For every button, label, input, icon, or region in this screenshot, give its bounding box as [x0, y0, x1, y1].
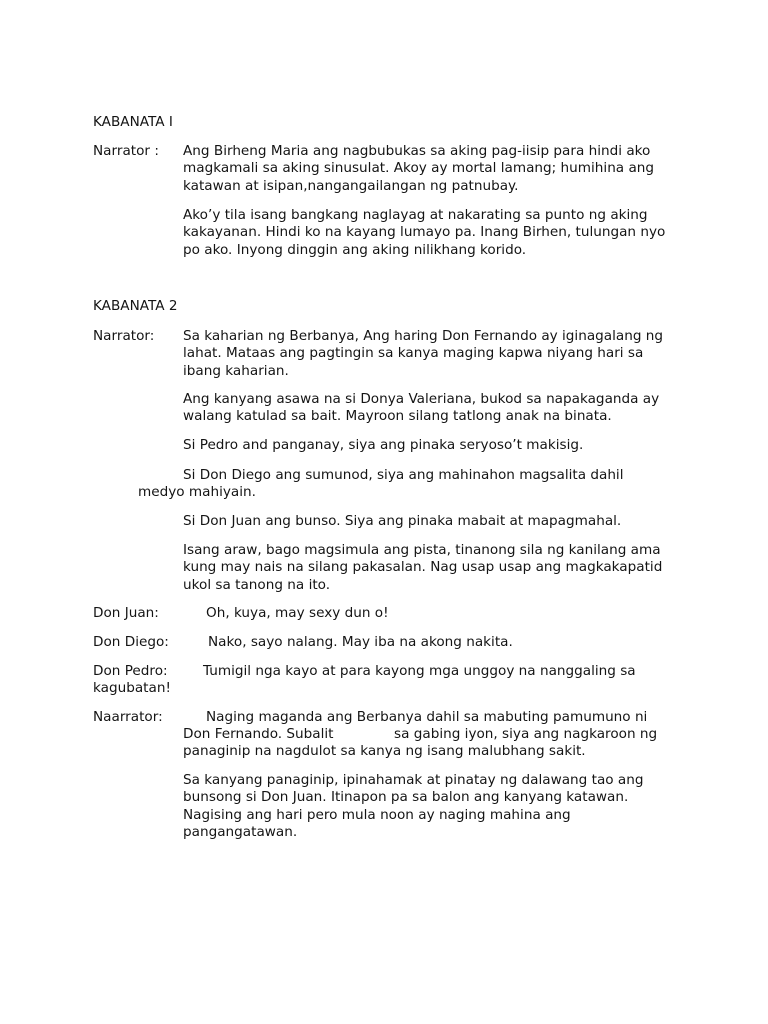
chapter-2-paragraph-4-line-2: medyo mahiyain.	[138, 484, 256, 500]
text-line: Nagising ang hari pero mula noon ay naging mahina ang	[183, 806, 571, 823]
chapter-1-heading: KABANATA I	[93, 114, 173, 130]
chapter-2-paragraph-6	[183, 542, 683, 594]
chapter-1-paragraph-1	[183, 143, 683, 195]
text-line: Sa kanyang panaginip, ipinahamak at pinatay ng dalawang tao ang	[183, 772, 644, 788]
chapter-2-paragraph-3: Si Pedro and panganay, siya ang pinaka seryoso’t makisig.	[183, 437, 584, 453]
text-line: katawan at isipan,nangangailangan ng patnubay.	[183, 177, 519, 194]
chapter-2-paragraph-1	[183, 328, 683, 380]
text-line: po ako. Inyong dinggin ang aking nilikhang korido.	[183, 241, 527, 258]
narrator-label: Narrator:	[93, 328, 155, 344]
text-line: Ako’y tila isang bangkang naglayag at nakarating sa punto ng aking	[183, 207, 648, 223]
don-juan-line: Oh, kuya, may sexy dun o!	[206, 605, 389, 621]
don-pedro-label: Don Pedro:	[93, 663, 168, 679]
don-pedro-line-2: kagubatan!	[93, 680, 171, 696]
don-diego-label: Don Diego:	[93, 634, 169, 650]
text-line: kung may nais na silang pakasalan. Nag usap usap ang magkakapatid	[183, 559, 663, 576]
text-line: Ang Birheng Maria ang nagbubukas sa aking pag-iisip para hindi ako	[183, 143, 651, 159]
text-line: magkamali sa aking sinusulat. Akoy ay mortal lamang; humihina ang	[183, 160, 655, 177]
naarrator-line-3: panaginip na nagdulot sa kanya ng isang malubhang sakit.	[183, 743, 586, 759]
text-line: lahat. Mataas ang pagtingin sa kanya maging kapwa niyang hari sa	[183, 345, 644, 362]
text-line: ukol sa tanong na ito.	[183, 576, 331, 593]
don-juan-label: Don Juan:	[93, 605, 159, 621]
text-line: kakayanan. Hindi ko na kayang lumayo pa. Inang Birhen, tulungan nyo	[183, 224, 666, 241]
chapter-2-heading: KABANATA 2	[93, 298, 178, 314]
naarrator-line-2a: Don Fernando. Subalit	[183, 726, 334, 742]
naarrator-line-1: Naging maganda ang Berbanya dahil sa mabuting pamumuno ni	[206, 709, 648, 725]
don-diego-line: Nako, sayo nalang. May iba na akong nakita.	[208, 634, 513, 650]
text-line: walang katulad sa bait. Mayroon silang tatlong anak na binata.	[183, 408, 612, 425]
naarrator-line-2b: sa gabing iyon, siya ang nagkaroon ng	[394, 726, 658, 742]
text-line: bunsong si Don Juan. Itinapon pa sa balon ang kanyang katawan.	[183, 789, 629, 806]
text-line: Sa kaharian ng Berbanya, Ang haring Don Fernando ay iginagalang ng	[183, 328, 664, 344]
text-line: ibang kaharian.	[183, 362, 289, 379]
chapter-2-paragraph-5: Si Don Juan ang bunso. Siya ang pinaka mabait at mapagmahal.	[183, 513, 622, 529]
chapter-2-paragraph-4-line-1: Si Don Diego ang sumunod, siya ang mahinahon magsalita dahil	[183, 467, 624, 483]
chapter-1-paragraph-2	[183, 207, 683, 259]
naarrator-label: Naarrator:	[93, 709, 163, 725]
text-line: pangangatawan.	[183, 823, 298, 840]
chapter-2-paragraph-2	[183, 391, 683, 426]
narrator-label: Narrator :	[93, 143, 159, 159]
don-pedro-line-1: Tumigil nga kayo at para kayong mga unggoy na nanggaling sa	[203, 663, 636, 679]
text-line: Ang kanyang asawa na si Donya Valeriana, bukod sa napakaganda ay	[183, 391, 660, 407]
text-line: Isang araw, bago magsimula ang pista, tinanong sila ng kanilang ama	[183, 542, 661, 558]
chapter-2-final-paragraph	[183, 772, 683, 841]
